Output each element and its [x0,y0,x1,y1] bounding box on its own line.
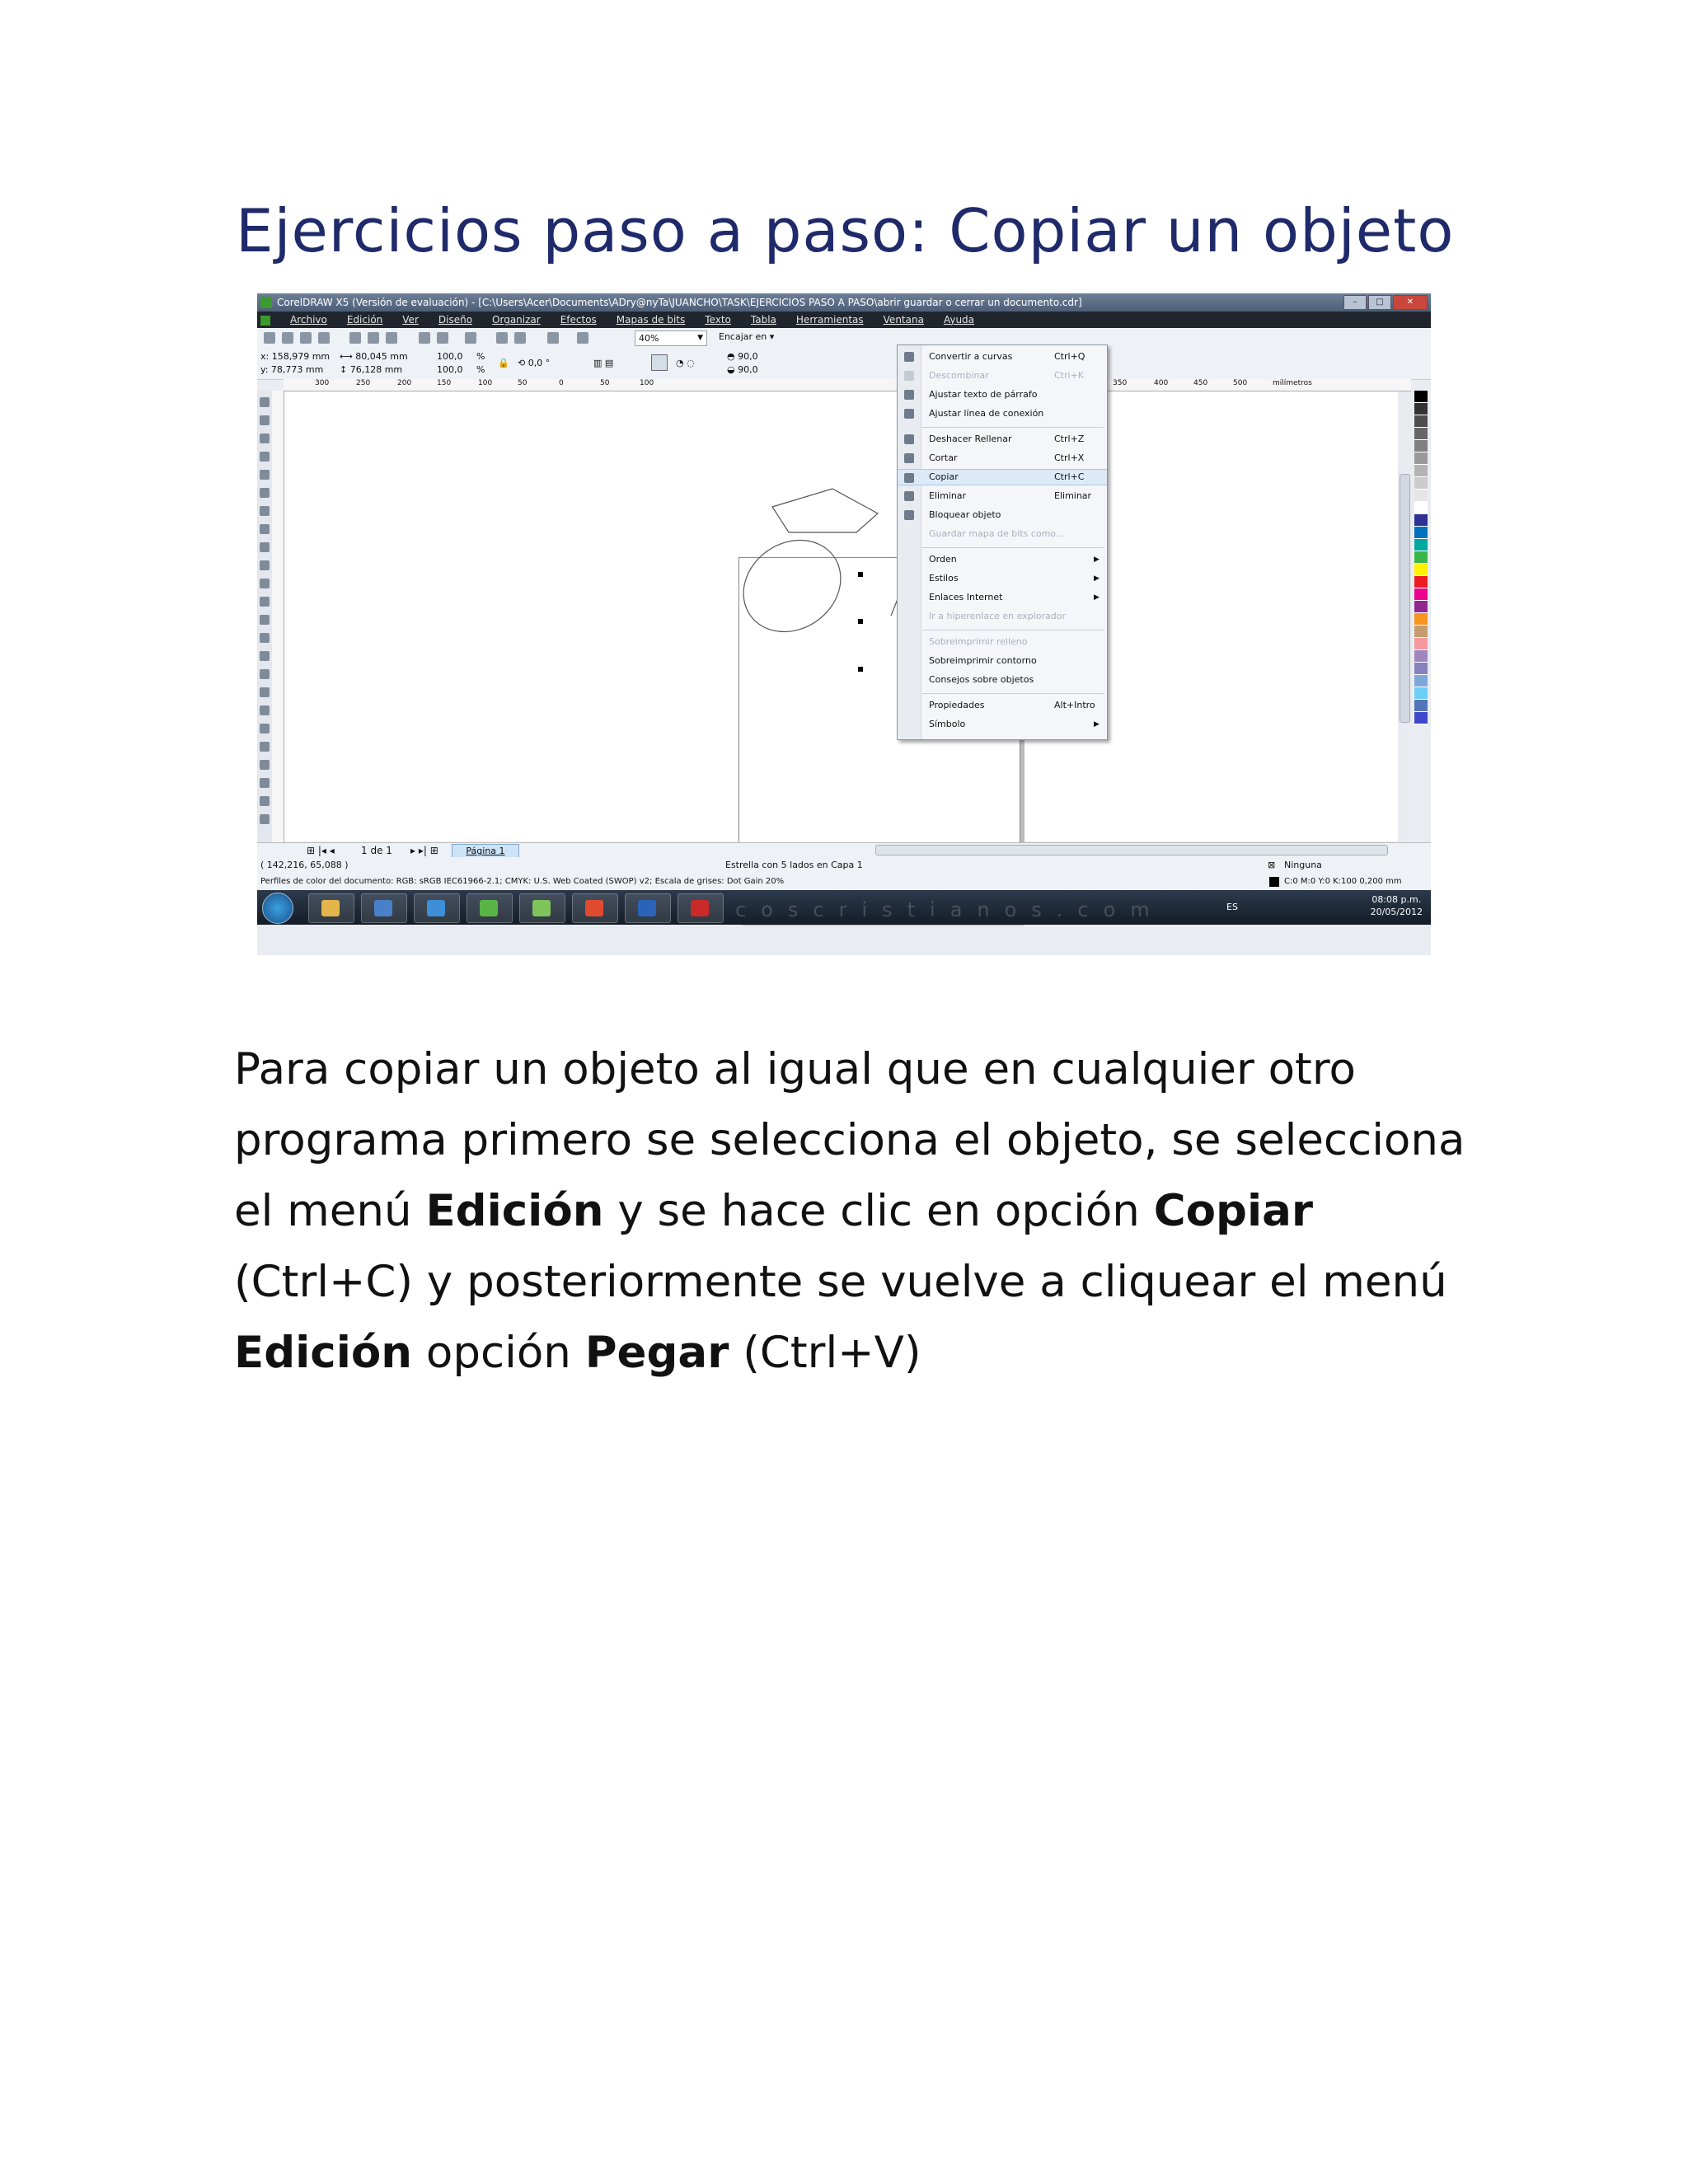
taskbar-app-button[interactable] [625,893,671,923]
context-menu-item[interactable] [898,431,1107,448]
close-icon[interactable]: ✕ [1393,295,1428,310]
status-bar [257,857,1431,874]
window-title: CorelDRAW X5 (Versión de evaluación) - [C:\Users\Acer\Documents\ADry@nyTa\JUANCHO\TASK\EJERCICIOS PASO A PASO\abrir guardar o cerrar un documento.cdr] [277,297,1082,308]
toolbar-button-icon[interactable] [264,332,275,344]
menu-item-label: Sobreimprimir contorno [929,655,1037,666]
tool-icon[interactable] [260,796,270,806]
palette-swatch[interactable] [1414,601,1428,613]
menu-item-icon [904,453,914,463]
page-nav-arrows[interactable]: ⊞ |◂ ◂ [307,845,335,856]
ruler-tick-label: 100 [478,379,493,387]
palette-swatch[interactable] [1414,465,1428,477]
fill-info: Ninguna [1284,860,1322,870]
coreldraw-screenshot [257,293,1431,955]
menu-item-label: Ajustar texto de párrafo [929,389,1038,400]
toolbar-button-icon[interactable] [496,332,508,344]
tool-icon[interactable] [260,651,270,661]
zoom-level: 40% [639,333,659,344]
tool-icon[interactable] [260,560,270,570]
context-menu [897,344,1108,740]
palette-swatch[interactable] [1414,638,1428,650]
ruler-unit: milímetros [1273,379,1312,387]
ruler-tick-label: 300 [315,379,330,387]
tool-icon[interactable] [260,397,270,407]
menu-ver[interactable]: Ver [402,314,419,326]
palette-swatch[interactable] [1414,564,1428,576]
toolbar-button-icon[interactable] [282,332,293,344]
palette-swatch[interactable] [1414,551,1428,564]
lock-ratio-icon[interactable]: 🔒 [498,358,509,368]
menu-tabla[interactable]: Tabla [750,314,776,326]
palette-swatch[interactable] [1414,613,1428,626]
palette-swatch[interactable] [1414,452,1428,465]
object-width[interactable]: ⟷ 80,045 mm [340,351,408,362]
y-position[interactable]: y: 78,773 mm [260,364,324,375]
page-count: 1 de 1 [361,845,392,856]
status-bar-profiles [257,874,1431,891]
ellipse-shape[interactable] [725,522,858,650]
zoom-level-box[interactable] [635,330,707,346]
app-icon [427,900,445,916]
tool-icon[interactable] [260,488,270,498]
toolbox [257,391,273,842]
taskbar-app-button[interactable] [308,893,354,923]
tool-icon[interactable] [260,542,270,552]
menu-item-icon [904,434,914,444]
context-menu-item[interactable] [898,697,1107,714]
vertical-scrollbar[interactable] [1398,391,1411,841]
selection-info: Estrella con 5 lados en Capa 1 [725,860,863,870]
snap-label: Encajar en [719,331,767,342]
menu-item-label: Eliminar [929,490,967,501]
app-icon [321,900,340,916]
menu-item-label: Sobreimprimir relleno [929,636,1028,647]
menu-item-label: Consejos sobre objetos [929,674,1034,685]
context-menu-item[interactable] [898,551,1107,568]
palette-swatch[interactable] [1414,663,1428,675]
language-indicator[interactable]: ES [1226,902,1238,912]
menu-item-label: Propiedades [929,700,985,710]
menu-item-shortcut: Ctrl+Z [1054,434,1085,444]
context-menu-item[interactable] [898,608,1107,625]
standard-toolbar [257,328,1431,349]
palette-swatch[interactable] [1414,675,1428,687]
palette-swatch[interactable] [1414,687,1428,700]
menu-item-shortcut: Eliminar [1054,490,1092,501]
ruler-tick-label: 450 [1193,379,1208,387]
outline-swatch [1269,877,1279,887]
context-menu-item[interactable] [898,570,1107,587]
scale-x[interactable]: 100,0 [437,351,463,362]
context-menu-item[interactable] [898,450,1107,466]
tool-icon[interactable] [260,742,270,752]
app-icon [691,900,709,916]
menu-item-shortcut: Alt+Intro [1054,700,1095,710]
tool-icon[interactable] [260,705,270,715]
palette-swatch[interactable] [1414,539,1428,551]
toolbar-button-icon[interactable] [300,332,312,344]
ruler-tick-label: 150 [437,379,452,387]
page-title: Ejercicios paso a paso: Copiar un objeto [236,196,1455,265]
palette-swatch[interactable] [1414,502,1428,514]
context-menu-item[interactable] [898,405,1107,422]
body-paragraph: Para copiar un objeto al igual que en cualquier otro programa primero se selecciona el objeto, se selecciona el menú Edición y se hace clic en opción Copiar (Ctrl+C) y posteriormente se vuelve a cliquear el menú Edición opción Pegar (Ctrl+V) [234,1044,1479,1378]
menu-diseño[interactable]: Diseño [438,314,473,326]
context-menu-item[interactable] [898,672,1107,688]
ruler-tick-label: 200 [397,379,412,387]
menu-ayuda[interactable]: Ayuda [943,314,975,326]
property-bar [257,348,1431,380]
ruler-tick-label: 50 [600,379,610,387]
palette-swatch[interactable] [1414,650,1428,663]
context-menu-item[interactable] [898,589,1107,606]
menu-item-label: Descombinar [929,370,989,381]
start-button[interactable] [262,893,293,924]
end-angle[interactable]: ◒ 90,0 [727,364,758,375]
tool-icon[interactable] [260,506,270,516]
toolbar-button-icon[interactable] [547,332,559,344]
context-menu-item[interactable] [898,716,1107,733]
menu-item-label: Enlaces Internet [929,592,1003,602]
toolbar-button-icon[interactable] [577,332,588,344]
context-menu-item[interactable] [898,488,1107,504]
menubar [257,312,1431,328]
object-height[interactable]: ↕ 76,128 mm [340,364,403,375]
palette-swatch[interactable] [1414,712,1428,724]
page-tab[interactable]: Página 1 [452,844,519,858]
menu-efectos[interactable]: Efectos [560,314,597,326]
menu-item-icon [904,491,914,501]
tool-icon[interactable] [260,470,270,480]
palette-swatch[interactable] [1414,490,1428,502]
document-icon [260,316,270,326]
palette-swatch[interactable] [1414,391,1428,403]
menu-separator [922,427,1104,428]
menu-item-shortcut: Ctrl+Q [1054,351,1085,362]
tool-icon[interactable] [260,778,270,788]
fill-none-icon: ⊠ [1268,860,1276,870]
palette-swatch[interactable] [1414,576,1428,588]
x-position[interactable]: x: 158,979 mm [260,351,331,362]
toolbar-button-icon[interactable] [514,332,526,344]
ruler-tick-label: 400 [1154,379,1169,387]
menu-item-icon [904,390,914,400]
menu-item-shortcut: Ctrl+K [1054,370,1085,381]
app-icon [374,900,392,916]
menu-item-label: Ir a hiperenlace en explorador [929,611,1066,621]
maximize-icon[interactable]: □ [1368,295,1391,310]
palette-swatch[interactable] [1414,700,1428,712]
color-palette [1414,391,1428,819]
menu-item-label: Guardar mapa de bits como... [929,528,1065,539]
percent-sign: % [476,351,485,362]
menu-mapas-de-bits[interactable]: Mapas de bits [616,314,686,326]
submenu-arrow-icon: ▶ [1094,720,1100,729]
menu-texto[interactable]: Texto [705,314,731,326]
palette-swatch[interactable] [1414,428,1428,440]
tool-icon[interactable] [260,597,270,607]
chevron-down-icon: ▼ [697,334,703,342]
menu-item-icon [904,352,914,362]
palette-swatch[interactable] [1414,440,1428,452]
minimize-icon[interactable]: – [1343,295,1367,310]
menu-item-label: Convertir a curvas [929,351,1013,362]
app-icon [260,297,272,308]
tool-icon[interactable] [260,724,270,733]
toolbar-button-icon[interactable] [386,332,397,344]
system-clock[interactable]: 08:08 p.m. 20/05/2012 [1370,894,1423,917]
horizontal-ruler [284,379,1411,391]
menu-archivo[interactable]: Archivo [290,314,327,326]
app-icon [585,900,603,916]
scale-y[interactable]: 100,0 [437,364,463,375]
tool-icon[interactable] [260,452,270,462]
tool-icon[interactable] [260,760,270,770]
menu-item-label: Orden [929,554,957,565]
menu-item-label: Ajustar línea de conexión [929,408,1044,419]
toolbar-button-icon[interactable] [437,332,448,344]
pentagon-shape[interactable] [772,489,878,532]
menu-item-icon [904,371,914,381]
scroll-thumb[interactable] [1400,474,1410,723]
context-menu-item[interactable] [898,469,1107,485]
toolbar-button-icon[interactable] [465,332,476,344]
context-menu-item[interactable] [898,653,1107,669]
menu-item-shortcut: Ctrl+C [1054,471,1085,482]
menu-ventana[interactable]: Ventana [883,314,924,326]
submenu-arrow-icon: ▶ [1094,555,1100,564]
app-icon [638,900,656,916]
app-icon [480,900,498,916]
palette-swatch[interactable] [1414,626,1428,638]
start-angle[interactable]: ◓ 90,0 [727,351,758,362]
mirror-buttons[interactable]: ▥ ▤ [593,358,614,368]
taskbar-app-button[interactable] [467,893,513,923]
ruler-tick-label: 100 [640,379,654,387]
context-menu-item[interactable] [898,368,1107,384]
toolbar-button-icon[interactable] [349,332,361,344]
tool-icon[interactable] [260,633,270,643]
context-menu-item[interactable] [898,507,1107,523]
menu-item-icon [904,409,914,419]
palette-swatch[interactable] [1414,588,1428,601]
tool-icon[interactable] [260,579,270,588]
menu-item-icon [904,510,914,520]
palette-swatch[interactable] [1414,514,1428,527]
menu-item-label: Símbolo [929,719,966,729]
context-menu-item[interactable] [898,387,1107,403]
menu-item-label: Bloquear objeto [929,509,1001,520]
taskbar-app-button[interactable] [361,893,407,923]
menu-herramientas[interactable]: Herramientas [795,314,864,326]
taskbar-app-button[interactable] [519,893,565,923]
menu-item-shortcut: Ctrl+X [1054,452,1085,463]
palette-swatch[interactable] [1414,477,1428,490]
tool-icon[interactable] [260,615,270,625]
rotation-angle[interactable]: ⟲ 0,0 ° [518,358,551,368]
tool-icon[interactable] [260,669,270,679]
taskbar-app-button[interactable] [414,893,460,923]
toolbar-button-icon[interactable] [318,332,330,344]
tool-icon[interactable] [260,434,270,443]
menu-edición[interactable]: Edición [346,314,383,326]
drawing-canvas[interactable] [284,391,1411,841]
palette-swatch[interactable] [1414,403,1428,415]
menu-item-label: Cortar [929,452,958,463]
color-profiles: Perfiles de color del documento: RGB: sRGB IEC61966-2.1; CMYK: U.S. Web Coated (SWOP) v2; Escala de grises: Dot Gain 20% [260,877,785,886]
tool-icon[interactable] [260,687,270,697]
taskbar-watermark: coscristianos.com [735,898,1165,921]
ruler-tick-label: 250 [356,379,371,387]
palette-swatch[interactable] [1414,527,1428,539]
arc-pie-icons[interactable]: ◔ ◌ [676,358,695,368]
menu-organizar[interactable]: Organizar [492,314,541,326]
tool-icon[interactable] [260,814,270,824]
outline-info: C:0 M:0 Y:0 K:100 0,200 mm [1284,877,1402,886]
palette-swatch[interactable] [1414,415,1428,428]
context-menu-item[interactable] [898,349,1107,365]
ruler-tick-label: 500 [1233,379,1248,387]
app-icon [532,900,551,916]
context-menu-item[interactable] [898,634,1107,650]
menu-item-label: Deshacer Rellenar [929,434,1012,444]
window-titlebar [257,293,1431,312]
tool-icon[interactable] [260,524,270,534]
toolbar-button-icon[interactable] [368,332,379,344]
tool-icon[interactable] [260,415,270,425]
vertical-ruler [272,391,284,842]
horizontal-scrollbar[interactable] [875,845,1388,855]
menu-item-label: Estilos [929,573,959,583]
windows-taskbar [257,890,1431,925]
percent-sign: % [476,364,485,375]
window-controls [1343,295,1428,310]
ruler-tick-label: 50 [518,379,528,387]
cursor-coords: ( 142,216, 65,088 ) [260,860,349,870]
toolbar-button-icon[interactable] [419,332,430,344]
menu-separator [922,547,1104,548]
menu-separator [922,693,1104,694]
snap-to-dropdown[interactable]: Encajar en ▾ [719,331,775,342]
menu-item-icon [904,473,914,483]
menu-item-label: Copiar [929,471,959,482]
ruler-tick-label: 0 [559,379,564,387]
context-menu-item[interactable] [898,526,1107,542]
drawn-shapes [284,391,1411,841]
submenu-arrow-icon: ▶ [1094,593,1100,602]
ruler-tick-label: 350 [1113,379,1128,387]
taskbar-app-button[interactable] [572,893,618,923]
page-nav-next[interactable]: ▸ ▸| ⊞ [410,845,438,856]
shape-type-icon[interactable] [651,354,668,371]
submenu-arrow-icon: ▶ [1094,574,1100,583]
taskbar-app-button[interactable] [678,893,724,923]
